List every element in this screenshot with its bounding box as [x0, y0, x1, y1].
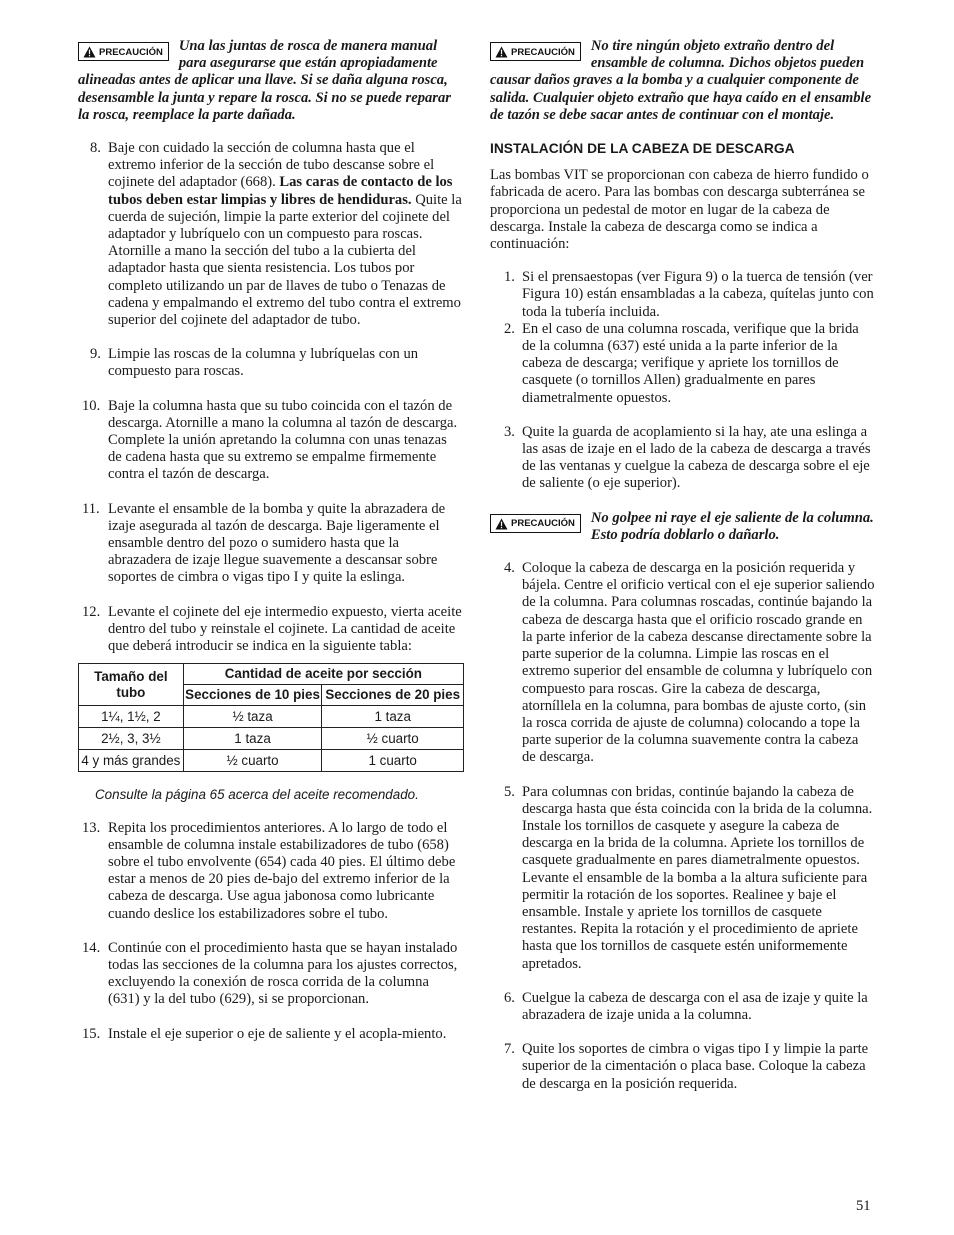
header-pipe-size: Tamaño del tubo — [79, 664, 184, 706]
caution-label: PRECAUCIÓN — [99, 46, 163, 58]
step-text: Coloque la cabeza de descarga en la posición requerida y bájela. Centre el orificio vertical con el eje superior saliendo de la columna. Para columnas roscadas, continúe bajando la cabeza de descarga hasta que el orificio roscado grande en la parte inferior de la cabeza descanse directamente sobre la parte superior de la columna. Limpie las roscas en el extremo superior del ensamble de columna y lubríquelo con compuesto para roscas. Gire la cabeza de descarga, atorníllela en la columna, para bombas de ajuste corto, (sin la rosca corrida de ajuste de columna) colocando a tope la parte superior de la columna suavemente contra la cabeza de descarga. — [522, 560, 875, 766]
step-text: Continúe con el procedimiento hasta que se hayan instalado todas las secciones de la columna para los ajustes correctos, excluyendo la conexión de rosca corrida de la columna (631) y la del tubo (629), si se proporcionan. — [108, 939, 458, 1008]
caution-block — [490, 38, 875, 124]
step-13 — [78, 820, 464, 923]
step-14 — [78, 940, 464, 1009]
step-text: Baje con cuidado la sección de columna hasta que el extremo inferior de la sección de tubo descanse sobre el cojinete del adaptador (668). — [108, 140, 435, 191]
step-5 — [490, 784, 875, 973]
warning-triangle-icon — [495, 46, 508, 58]
step-number: 6. — [504, 989, 515, 1006]
step-number: 8. — [90, 140, 101, 157]
step-text: Baje la columna hasta que su tubo coincida con el tazón de descarga. Atornille a mano la columna al tazón de descarga. Complete la unión apretando la columna con unas tenazas de cadena hasta que su extremo se empalme firmemente contra el tazón de descarga. — [108, 397, 458, 483]
step-text: Levante el cojinete del eje intermedio expuesto, vierta aceite dentro del tubo y reinstale el cojinete. La cantidad de aceite que deberá introducir se indica en la siguiente tabla: — [108, 603, 462, 655]
table-row — [79, 706, 464, 728]
table-cell: ½ cuarto — [322, 728, 464, 750]
step-text: En el caso de una columna roscada, verifique que la brida de la columna (637) esté unida a la parte inferior de la cabeza de descarga; verifique y apriete los tornillos de casquete (o tornillos Allen) gradualmente en pares diametralmente opuestos. — [522, 320, 859, 406]
steps-list — [78, 140, 464, 655]
step-text: Para columnas con bridas, continúe bajando la cabeza de descarga hasta que ésta coincida con la brida de la columna. Instale los tornillos de casquete y asegure la cabeza de descarga en la brida de la columna. Apriete los tornillos de casquete gradualmente en pares diametralmente opuestos. Levante el ensamble de la bomba a la altura suficiente para permitir la rotación de los soportes. Realinee y baje el ensamble. Instale y apriete los tornillos de casquete restantes. Repita la rotación y el procedimiento de apriete hasta que los tornillos de casquete estén uniformemente apretados. — [522, 783, 873, 972]
table-cell: 1 taza — [322, 706, 464, 728]
table-cell: 4 y más grandes — [79, 750, 184, 772]
caution-label: PRECAUCIÓN — [511, 46, 575, 58]
page-number: 51 — [856, 1198, 871, 1214]
step-number: 13. — [82, 819, 101, 836]
step-6 — [490, 990, 875, 1024]
step-number: 10. — [82, 397, 101, 414]
step-2 — [490, 321, 875, 407]
step-text: Repita los procedimientos anteriores. A lo largo de todo el ensamble de columna instale estabilizadores de tubo (658) sobre el tubo envolvente (654) cada 40 pies. El último debe estar a menos de 20 pies de-bajo del extremo inferior de la cabeza de descarga. Use agua jabonosa como lubricante cuando deslice los estabilizadores sobre el tubo. — [108, 819, 456, 922]
section-heading: INSTALACIÓN DE LA CABEZA DE DESCARGA — [490, 141, 795, 157]
step-15 — [78, 1026, 464, 1043]
caution-block — [78, 38, 464, 124]
table-header-row — [79, 664, 464, 685]
step-text: Quite la cuerda de sujeción, limpie la parte exterior del cojinete del adaptador y lubríquelo con un compuesto para roscas. Atornille a mano la sección del tubo a la cubierta del adaptador hasta que sienta resistencia. Los tubos por completo utilizando un par de llaves de tubo o Tenazas de cadena y empalmando el extremo del tubo contra el extremo superior del cojinete del adaptador de tubo. — [108, 191, 462, 329]
step-8 — [78, 140, 464, 329]
step-number: 9. — [90, 346, 101, 363]
step-3 — [490, 424, 875, 493]
step-text: Si el prensaestopas (ver Figura 9) o la tuerca de tensión (ver Figura 10) están ensambladas a la cabeza, quítelas junto con toda la tubería incluida. — [522, 269, 874, 320]
right-column — [490, 38, 875, 1110]
header-20ft: Secciones de 20 pies — [322, 685, 464, 706]
step-text: Quite los soportes de cimbra o vigas tipo I y limpie la parte superior de la cimentación o placa base. Coloque la cabeza de descarga en la posición requerida. — [522, 1041, 869, 1092]
table-cell: 1¼, 1½, 2 — [79, 706, 184, 728]
step-text: Levante el ensamble de la bomba y quite la abrazadera de izaje asegurada al tazón de descarga. Baje ligeramente el ensamble dentro del pozo o sumidero hasta que la abrazadera de izaje llegue suavemente a descansar sobre soportes de cimbra o vigas tipo I y quite la eslinga. — [108, 500, 446, 586]
step-4 — [490, 560, 875, 766]
step-number: 2. — [504, 320, 515, 337]
caution-badge — [490, 514, 581, 533]
oil-note: Consulte la página 65 acerca del aceite recomendado. — [95, 787, 419, 803]
table-cell: 2½, 3, 3½ — [79, 728, 184, 750]
step-text-bold: Las caras de contacto de los tubos deben estar limpias y libres de hendiduras. — [108, 174, 453, 208]
left-column — [78, 38, 464, 1060]
step-number: 12. — [82, 603, 101, 620]
caution-block — [490, 510, 875, 544]
caution-text: Una las juntas de rosca de manera manual para asegurarse que están apropiadamente alineadas antes de aplicar una llave. Si se daña alguna rosca, desensamble la junta y repare la rosca. Si no se puede reparar la rosca, reemplace la parte dañada. — [78, 38, 451, 123]
table-row — [79, 750, 464, 772]
table-cell: ½ cuarto — [183, 750, 322, 772]
step-text: Cuelgue la cabeza de descarga con el asa de izaje y quite la abrazadera de izaje unida a la columna. — [522, 989, 868, 1023]
step-number: 7. — [504, 1041, 515, 1058]
caution-label: PRECAUCIÓN — [511, 518, 575, 530]
table-cell: 1 taza — [183, 728, 322, 750]
step-7 — [490, 1041, 875, 1093]
steps-list — [78, 820, 464, 1043]
step-number: 5. — [504, 783, 515, 800]
oil-quantity-table — [78, 663, 464, 772]
warning-triangle-icon — [495, 518, 508, 530]
step-10 — [78, 398, 464, 484]
step-number: 11. — [82, 500, 100, 517]
caution-text: No tire ningún objeto extraño dentro del ensamble de columna. Dichos objetos pueden causar daños graves a la bomba y a cualquier componente de salida. Cualquier objeto extraño que haya caído en el ensamble de tazón se debe sacar antes de continuar con el montaje. — [490, 38, 872, 123]
intro-paragraph: Las bombas VIT se proporcionan con cabeza de hierro fundido o fabricada de acero. Para las bombas con descarga subterránea se proporciona un pedestal de motor en lugar de la cabeza de descarga. Instale la cabeza de descarga como se indica a continuación: — [490, 167, 869, 253]
table-cell: ½ taza — [183, 706, 322, 728]
step-12 — [78, 604, 464, 656]
warning-triangle-icon — [83, 46, 96, 58]
table-cell: 1 cuarto — [322, 750, 464, 772]
step-9 — [78, 346, 464, 380]
caution-badge — [490, 42, 581, 61]
step-number: 4. — [504, 560, 515, 577]
step-11 — [78, 501, 464, 587]
step-text: Quite la guarda de acoplamiento si la hay, ate una eslinga a las asas de izaje en el lado de la cabeza de descarga a través de las ventanas y cuelgue la cabeza de descarga sobre el eje de saliente (o eje superior). — [522, 423, 871, 492]
step-text: Instale el eje superior o eje de saliente y el acopla-miento. — [108, 1025, 447, 1042]
step-number: 15. — [82, 1025, 101, 1042]
table-row — [79, 728, 464, 750]
caution-badge — [78, 42, 169, 61]
steps-list — [490, 560, 875, 1093]
header-oil-quantity: Cantidad de aceite por sección — [183, 664, 463, 685]
step-number: 3. — [504, 423, 515, 440]
header-10ft: Secciones de 10 pies — [183, 685, 322, 706]
step-number: 1. — [504, 269, 515, 286]
step-text: Limpie las roscas de la columna y lubríquelas con un compuesto para roscas. — [108, 346, 419, 380]
step-number: 14. — [82, 939, 101, 956]
step-1 — [490, 269, 875, 321]
caution-text: No golpee ni raye el eje saliente de la columna. Esto podría doblarlo o dañarlo. — [590, 509, 874, 543]
steps-list — [490, 269, 875, 492]
